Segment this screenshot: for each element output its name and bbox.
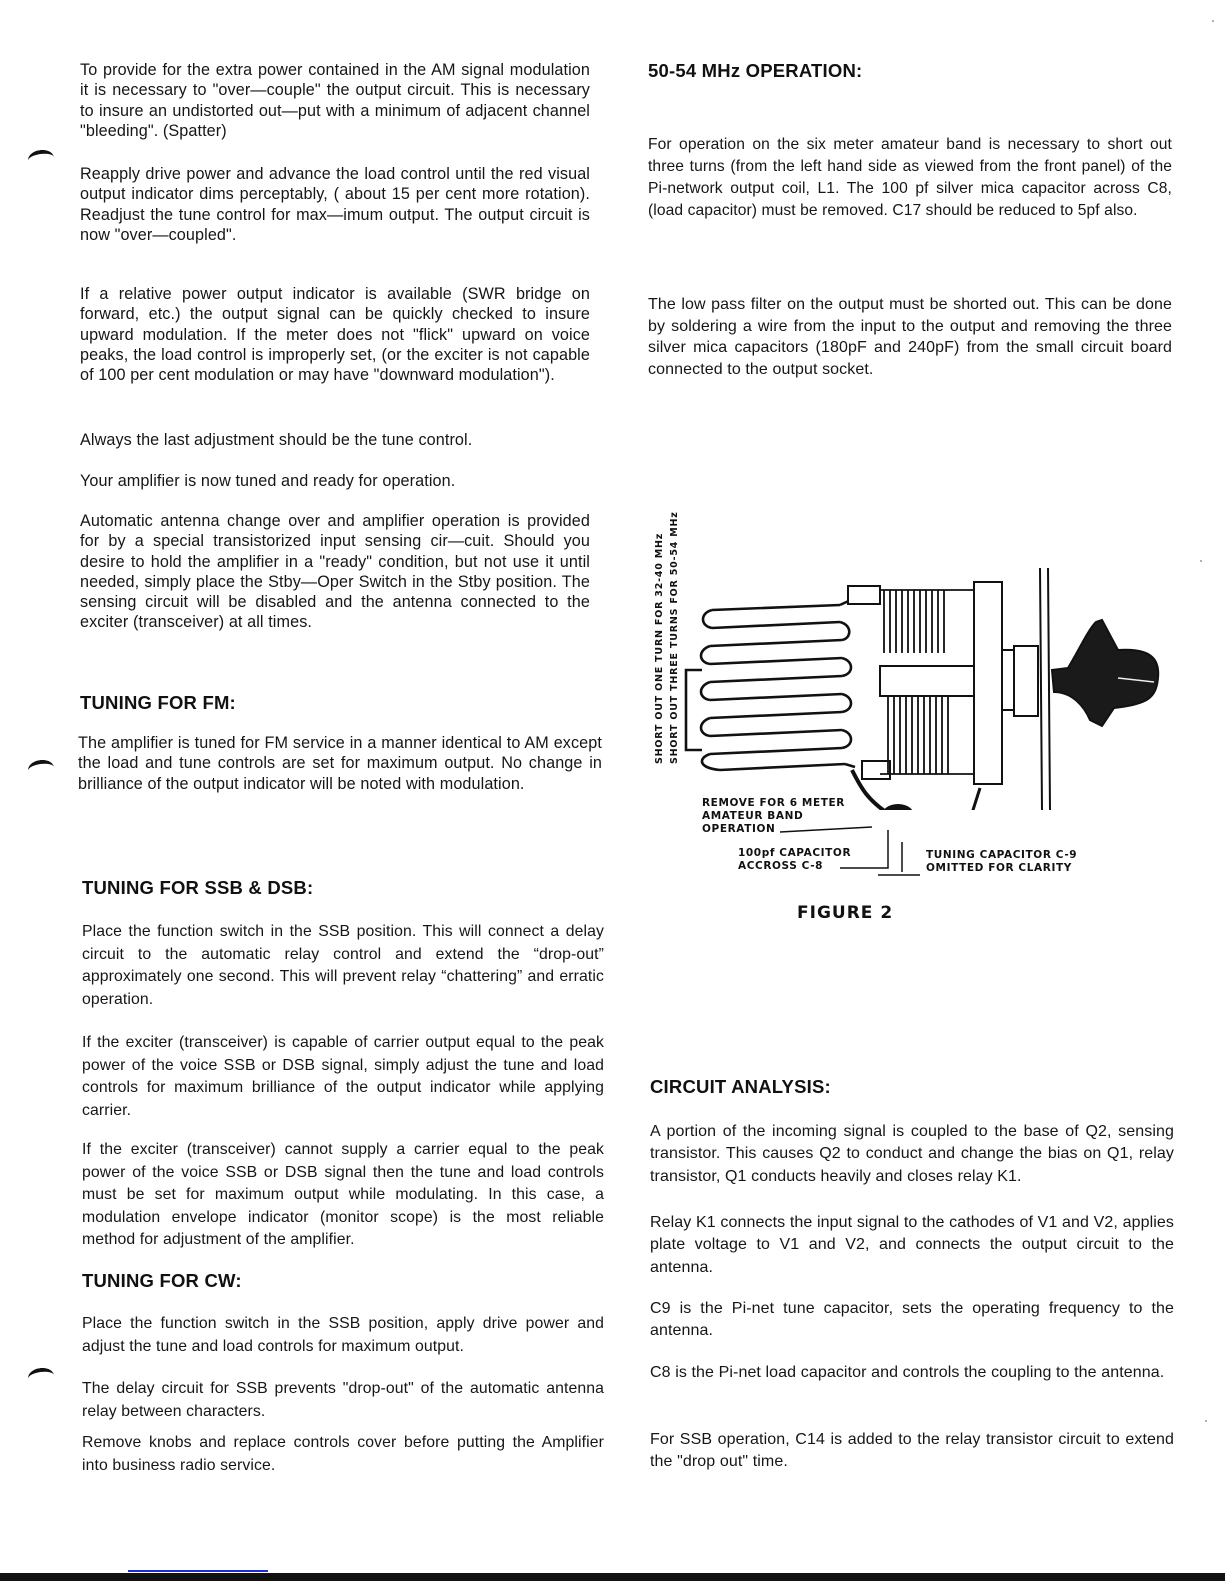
figure-label-remove: REMOVE FOR 6 METER AMATEUR BAND OPERATION bbox=[702, 797, 845, 835]
paragraph-circuit-4: C8 is the Pi-net load capacitor and controls the coupling to the antenna. bbox=[650, 1364, 1165, 1381]
paragraph-relative-power: If a relative power output indicator is available (SWR bridge on forward, etc.) the output signal can be quickly checked to insure upward modulation. If the meter does not "flick" upward on voice peaks, the load control is improperly set, (or the exciter is not capable of 100 per cent modulation or may have "downward modulation"). bbox=[80, 285, 590, 385]
scan-blue-line bbox=[128, 1570, 268, 1572]
heading-tuning-cw: TUNING FOR CW: bbox=[82, 1270, 242, 1291]
paragraph-cw-1: Place the function switch in the SSB position, apply drive power and adjust the tune and load controls for maximum output. bbox=[82, 1315, 604, 1355]
scan-speck bbox=[1200, 560, 1202, 562]
paragraph-reapply: Reapply drive power and advance the load control until the red visual output indicator dims perceptably, ( about 15 per cent more rotation). Readjust the tune control for max—imum output. The output circuit is now "over—coupled". bbox=[80, 165, 590, 244]
paragraph-circuit-1: A portion of the incoming signal is coupled to the base of Q2, sensing transistor. This causes Q2 to conduct and change the bias on Q1, relay transistor, Q1 conducts heavily and closes relay K1. bbox=[650, 1123, 1174, 1185]
paragraph-ready: Your amplifier is now tuned and ready for operation. bbox=[80, 472, 456, 490]
figure-label-short-three-turns: SHORT OUT THREE TURNS FOR 50-54 MHz bbox=[669, 511, 680, 764]
paragraph-over-couple: To provide for the extra power contained in the AM signal modulation it is necessary to "over—couple" the output circuit. This is necessary to insure an undistorted out—put with a minimum of adjacent channel "bleeding". (Spatter) bbox=[80, 61, 590, 140]
figure-2 bbox=[640, 470, 1180, 890]
figure-caption: FIGURE 2 bbox=[797, 903, 894, 923]
heading-tuning-ssb: TUNING FOR SSB & DSB: bbox=[82, 877, 314, 898]
paragraph-circuit-5: For SSB operation, C14 is added to the relay transistor circuit to extend the "drop out" time. bbox=[650, 1431, 1174, 1471]
paragraph-ssb-3: If the exciter (transceiver) cannot supply a carrier equal to the peak power of the voice SSB or DSB signal then the tune and load controls must be set for maximum output while modulating. In this case, a modulation envelope indicator (monitor scope) is the most reliable method for adjustment of the amplifier. bbox=[82, 1141, 604, 1248]
figure-label-tuning-capacitor: TUNING CAPACITOR C-9 OMITTED FOR CLARITY bbox=[926, 849, 1078, 874]
margin-mark bbox=[27, 1366, 55, 1387]
paragraph-six-meter-1: For operation on the six meter amateur band is necessary to short out three turns (from the left hand side as viewed from the front panel) of the Pi-network output coil, L1. The 100 pf silver mica capacitor across C8, (load capacitor) must be removed. C17 should be reduced to 5pf also. bbox=[648, 136, 1172, 219]
scan-speck bbox=[1212, 20, 1214, 22]
margin-mark bbox=[27, 758, 55, 779]
paragraph-last-adjustment: Always the last adjustment should be the tune control. bbox=[80, 431, 473, 449]
figure-label-100pf: 100pf CAPACITOR ACCROSS C-8 bbox=[738, 847, 852, 872]
paragraph-ssb-1: Place the function switch in the SSB position. This will connect a delay circuit to the automatic relay control and extend the “drop-out” approximately one second. This will prevent relay “chattering” and erratic operation. bbox=[82, 923, 604, 1008]
arrow-lines bbox=[640, 470, 1180, 890]
scan-bottom-edge bbox=[0, 1573, 1225, 1581]
paragraph-cw-3: Remove knobs and replace controls cover before putting the Amplifier into business radio service. bbox=[82, 1434, 604, 1474]
paragraph-circuit-3: C9 is the Pi-net tune capacitor, sets the operating frequency to the antenna. bbox=[650, 1300, 1174, 1340]
figure-label-short-one-turn: SHORT OUT ONE TURN FOR 32-40 MHz bbox=[654, 532, 665, 764]
paragraph-six-meter-2: The low pass filter on the output must be shorted out. This can be done by soldering a wire from the input to the output and removing the three silver mica capacitors (180pF and 240pF) from the small circuit board connected to the output socket. bbox=[648, 296, 1172, 378]
paragraph-cw-2: The delay circuit for SSB prevents "drop-out" of the automatic antenna relay between characters. bbox=[82, 1380, 604, 1420]
heading-50-54-mhz: 50-54 MHz OPERATION: bbox=[648, 60, 863, 81]
heading-tuning-fm: TUNING FOR FM: bbox=[80, 692, 236, 713]
paragraph-circuit-2: Relay K1 connects the input signal to the cathodes of V1 and V2, applies plate voltage to V1 and V2, and connects the output circuit to the antenna. bbox=[650, 1214, 1174, 1276]
heading-circuit-analysis: CIRCUIT ANALYSIS: bbox=[650, 1076, 831, 1097]
paragraph-ssb-2: If the exciter (transceiver) is capable of carrier output equal to the peak power of the voice SSB or DSB signal, simply adjust the tune and load controls for maximum brilliance of the output indicator while applying carrier. bbox=[82, 1034, 604, 1119]
paragraph-automatic: Automatic antenna change over and amplifier operation is provided for by a special transistorized input sensing cir—cuit. Should you desire to hold the amplifier in a "ready" condition, but not use it until needed, simply place the Stby—Oper Switch in the Stby position. The sensing circuit will be disabled and the antenna connected to the exciter (transceiver) at all times. bbox=[80, 512, 590, 632]
scan-speck bbox=[1205, 1420, 1207, 1422]
paragraph-fm: The amplifier is tuned for FM service in a manner identical to AM except the load and tune controls are set for maximum output. No change in brilliance of the output indicator will be noted with modulation. bbox=[78, 734, 602, 793]
margin-mark bbox=[27, 148, 55, 169]
